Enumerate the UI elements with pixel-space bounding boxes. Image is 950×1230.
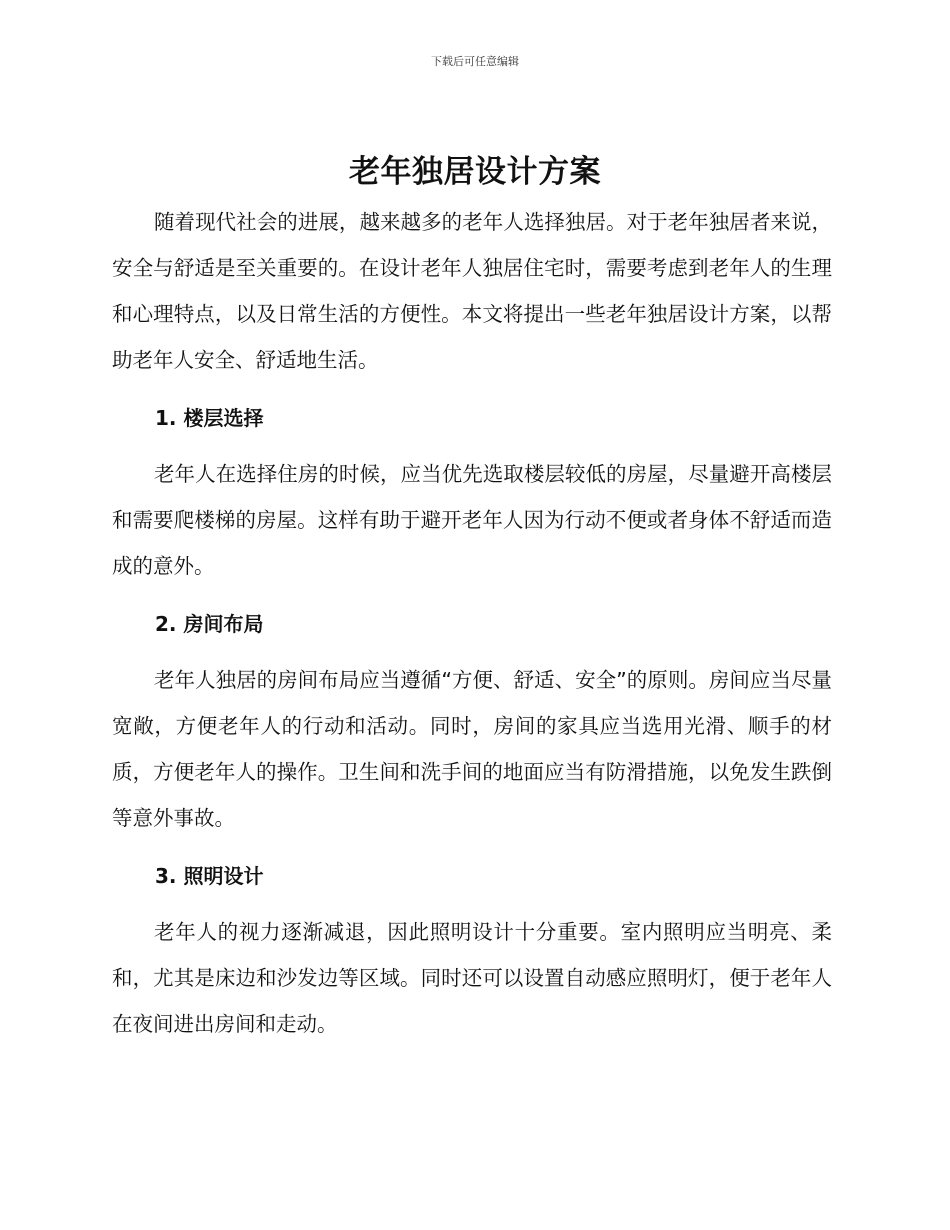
page-header-note: 下载后可任意编辑 (431, 55, 519, 68)
document-body (112, 199, 832, 1047)
section-body-floor-selection: 老年人在选择住房的时候，应当优先选取楼层较低的房屋，尽量避开高楼层和需要爬楼梯的房屋。这样有助于避开老年人因为行动不便或者身体不舒适而造成的意外。 (112, 462, 832, 578)
section-body-room-layout: 老年人独居的房间布局应当遵循“方便、舒适、安全”的原则。房间应当尽量宽敞，方便老年人的行动和活动。同时，房间的家具应当选用光滑、顺手的材质，方便老年人的操作。卫生间和洗手间的地面应当有防滑措施，以免发生跌倒等意外事故。 (112, 668, 832, 830)
section-heading-floor-selection: 1. 楼层选择 (155, 406, 264, 430)
section-body-lighting-design: 老年人的视力逐渐减退，因此照明设计十分重要。室内照明应当明亮、柔和，尤其是床边和沙发边等区域。同时还可以设置自动感应照明灯，便于老年人在夜间进出房间和走动。 (112, 920, 832, 1036)
document-title: 老年独居设计方案 (349, 154, 601, 190)
section-heading-lighting-design: 3. 照明设计 (155, 864, 264, 888)
intro-paragraph: 随着现代社会的进展，越来越多的老年人选择独居。对于老年独居者来说，安全与舒适是至关重要的。在设计老年人独居住宅时，需要考虑到老年人的生理和心理特点，以及日常生活的方便性。本文将提出一些老年独居设计方案，以帮助老年人安全、舒适地生活。 (112, 210, 832, 372)
section-heading-room-layout: 2. 房间布局 (155, 612, 264, 636)
